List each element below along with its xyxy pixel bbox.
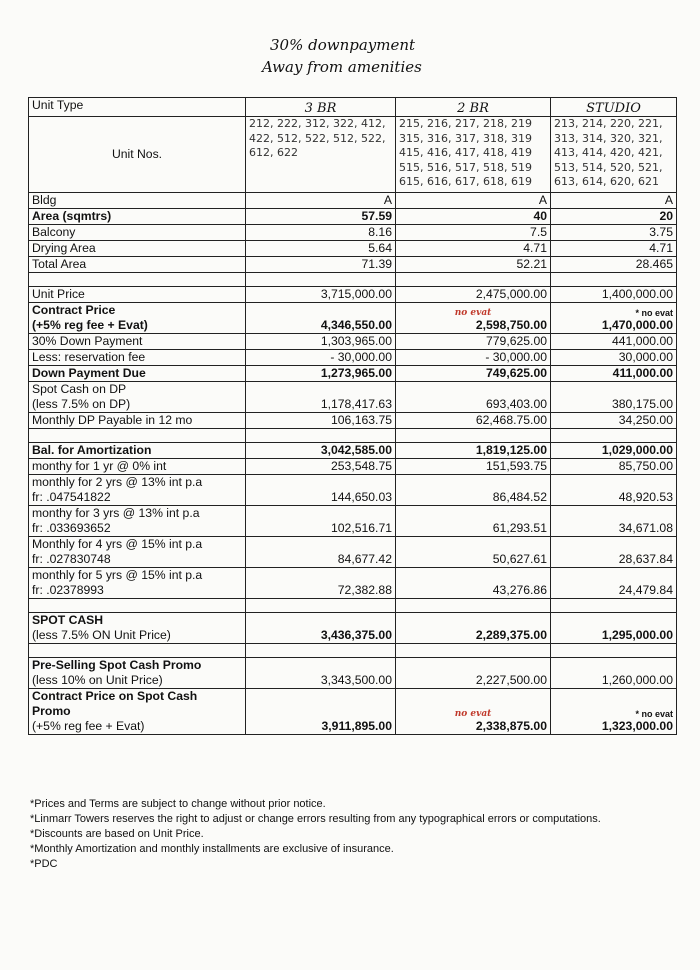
- handwritten-no-evat: no evat: [454, 308, 492, 318]
- cell-value: 20: [551, 209, 677, 225]
- table-row: [29, 117, 677, 193]
- cell-value: 7.5: [396, 225, 551, 241]
- table-row: [29, 257, 677, 273]
- cell-value: 3,042,585.00: [246, 443, 396, 459]
- cell-value: - 30,000.00: [396, 350, 551, 366]
- table-row: [29, 443, 677, 459]
- row-label: Total Area: [29, 257, 246, 273]
- cell-value: 2,289,375.00: [396, 613, 551, 644]
- cell-value: 1,819,125.00: [396, 443, 551, 459]
- cell-value: 28.465: [551, 257, 677, 273]
- cell-value: 4.71: [551, 241, 677, 257]
- spacer-row: [29, 599, 677, 613]
- table-row: [29, 689, 677, 735]
- row-label: Area (sqmtrs): [29, 209, 246, 225]
- column-2br: 2 BR: [396, 98, 551, 117]
- cell-value: 3,436,375.00: [246, 613, 396, 644]
- cell-value: 3,715,000.00: [246, 287, 396, 303]
- header-note-location: Away from amenities: [262, 58, 422, 76]
- cell-value: A: [396, 193, 551, 209]
- row-label: monthly for 2 yrs @ 13% int p.a fr: .047541822: [29, 475, 246, 506]
- table-row: [29, 475, 677, 506]
- cell-value: 2,475,000.00: [396, 287, 551, 303]
- row-label: Down Payment Due: [29, 366, 246, 382]
- cell-value: 52.21: [396, 257, 551, 273]
- cell-value: 4.71: [396, 241, 551, 257]
- cell-value: 3.75: [551, 225, 677, 241]
- cell-value: 693,403.00: [396, 382, 551, 413]
- cell-value: 34,250.00: [551, 413, 677, 429]
- footnote: *Linmarr Towers reserves the right to adjust or change errors resulting from any typographical errors or computations.: [30, 813, 601, 825]
- cell-value: A: [551, 193, 677, 209]
- cell-value: 411,000.00: [551, 366, 677, 382]
- unit-nos-label: Unit Nos.: [29, 117, 246, 193]
- no-evat-note: * no evat: [635, 709, 673, 719]
- table-row: [29, 334, 677, 350]
- cell-value: - 30,000.00: [246, 350, 396, 366]
- cell-value: 749,625.00: [396, 366, 551, 382]
- spacer-row: [29, 429, 677, 443]
- cell-value: 71.39: [246, 257, 396, 273]
- cell-value: 40: [396, 209, 551, 225]
- unit-nos-2br: 215, 216, 217, 218, 219 315, 316, 317, 318, 319 415, 416, 417, 418, 419 515, 516, 517, 518, 519 615, 616, 617, 618, 619: [396, 117, 551, 193]
- unit-nos-3br: 212, 222, 312, 322, 412, 422, 512, 522, 512, 522, 612, 622: [246, 117, 396, 193]
- table-row: [29, 568, 677, 599]
- table-row: [29, 413, 677, 429]
- header-note-downpayment: 30% downpayment: [270, 36, 416, 54]
- row-label: monthy for 1 yr @ 0% int: [29, 459, 246, 475]
- table-row: [29, 382, 677, 413]
- footnotes: [30, 797, 601, 872]
- handwritten-no-evat: no evat: [454, 709, 492, 719]
- row-label: Contract Price on Spot Cash Promo (+5% reg fee + Evat): [29, 689, 246, 735]
- cell-value: 779,625.00: [396, 334, 551, 350]
- cell-value: 144,650.03: [246, 475, 396, 506]
- row-label: Bldg: [29, 193, 246, 209]
- cell-value: 151,593.75: [396, 459, 551, 475]
- cell-value: 1,029,000.00: [551, 443, 677, 459]
- table-row: [29, 658, 677, 689]
- footnote: *Discounts are based on Unit Price.: [30, 828, 204, 840]
- table-row: [29, 193, 677, 209]
- column-studio: STUDIO: [551, 98, 677, 117]
- cell-value: 30,000.00: [551, 350, 677, 366]
- cell-value: 8.16: [246, 225, 396, 241]
- row-label: Bal. for Amortization: [29, 443, 246, 459]
- cell-value: 1,178,417.63: [246, 382, 396, 413]
- table-row: [29, 350, 677, 366]
- row-label: 30% Down Payment: [29, 334, 246, 350]
- row-label: Unit Price: [29, 287, 246, 303]
- cell-value: 28,637.84: [551, 537, 677, 568]
- cell-value: 5.64: [246, 241, 396, 257]
- cell-value: 1,273,965.00: [246, 366, 396, 382]
- cell-value: 2,227,500.00: [396, 658, 551, 689]
- cell-value: 253,548.75: [246, 459, 396, 475]
- cell-value: 86,484.52: [396, 475, 551, 506]
- cell-value: 441,000.00: [551, 334, 677, 350]
- table-row: [29, 225, 677, 241]
- table-row: [29, 287, 677, 303]
- spacer-row: [29, 644, 677, 658]
- table-row: [29, 98, 677, 117]
- cell-value: 1,400,000.00: [551, 287, 677, 303]
- cell-value: 3,911,895.00: [246, 689, 396, 735]
- table-row: [29, 366, 677, 382]
- cell-value: 50,627.61: [396, 537, 551, 568]
- no-evat-note: * no evat: [635, 308, 673, 318]
- unit-type-label: Unit Type: [29, 98, 246, 117]
- cell-value: * no evat 1,470,000.00: [551, 303, 677, 334]
- row-label: Monthly for 4 yrs @ 15% int p.a fr: .027830748: [29, 537, 246, 568]
- row-label: Spot Cash on DP (less 7.5% on DP): [29, 382, 246, 413]
- cell-value: 102,516.71: [246, 506, 396, 537]
- cell-value: no evat 2,338,875.00: [396, 689, 551, 735]
- table-row: [29, 303, 677, 334]
- cell-value: 34,671.08: [551, 506, 677, 537]
- row-label: Less: reservation fee: [29, 350, 246, 366]
- cell-value: no evat 2,598,750.00: [396, 303, 551, 334]
- cell-value: 84,677.42: [246, 537, 396, 568]
- cell-value: 3,343,500.00: [246, 658, 396, 689]
- price-table: [28, 97, 677, 735]
- row-label: Drying Area: [29, 241, 246, 257]
- spacer-row: [29, 273, 677, 287]
- cell-value: 85,750.00: [551, 459, 677, 475]
- row-label: monthy for 3 yrs @ 13% int p.a fr: .033693652: [29, 506, 246, 537]
- cell-value: 380,175.00: [551, 382, 677, 413]
- column-3br: 3 BR: [246, 98, 396, 117]
- cell-value: 72,382.88: [246, 568, 396, 599]
- footnote: *Monthly Amortization and monthly installments are exclusive of insurance.: [30, 843, 394, 855]
- row-label: Pre-Selling Spot Cash Promo (less 10% on Unit Price): [29, 658, 246, 689]
- cell-value: 4,346,550.00: [246, 303, 396, 334]
- cell-value: 1,303,965.00: [246, 334, 396, 350]
- cell-value: 57.59: [246, 209, 396, 225]
- cell-value: * no evat 1,323,000.00: [551, 689, 677, 735]
- table-row: [29, 506, 677, 537]
- table-row: [29, 241, 677, 257]
- row-label: monthly for 5 yrs @ 15% int p.a fr: .02378993: [29, 568, 246, 599]
- table-row: [29, 209, 677, 225]
- cell-value: 48,920.53: [551, 475, 677, 506]
- cell-value: 43,276.86: [396, 568, 551, 599]
- footnote: *Prices and Terms are subject to change without prior notice.: [30, 798, 326, 810]
- table-row: [29, 459, 677, 475]
- row-label: SPOT CASH (less 7.5% ON Unit Price): [29, 613, 246, 644]
- cell-value: A: [246, 193, 396, 209]
- unit-nos-studio: 213, 214, 220, 221, 313, 314, 320, 321, 413, 414, 420, 421, 513, 514, 520, 521, 613, 614, 620, 621: [551, 117, 677, 193]
- cell-value: 106,163.75: [246, 413, 396, 429]
- cell-value: 62,468.75.00: [396, 413, 551, 429]
- row-label: Monthly DP Payable in 12 mo: [29, 413, 246, 429]
- cell-value: 24,479.84: [551, 568, 677, 599]
- footnote: *PDC: [30, 858, 58, 870]
- table-row: [29, 537, 677, 568]
- table-row: [29, 613, 677, 644]
- row-label: Contract Price (+5% reg fee + Evat): [29, 303, 246, 334]
- cell-value: 1,260,000.00: [551, 658, 677, 689]
- cell-value: 1,295,000.00: [551, 613, 677, 644]
- row-label: Balcony: [29, 225, 246, 241]
- cell-value: 61,293.51: [396, 506, 551, 537]
